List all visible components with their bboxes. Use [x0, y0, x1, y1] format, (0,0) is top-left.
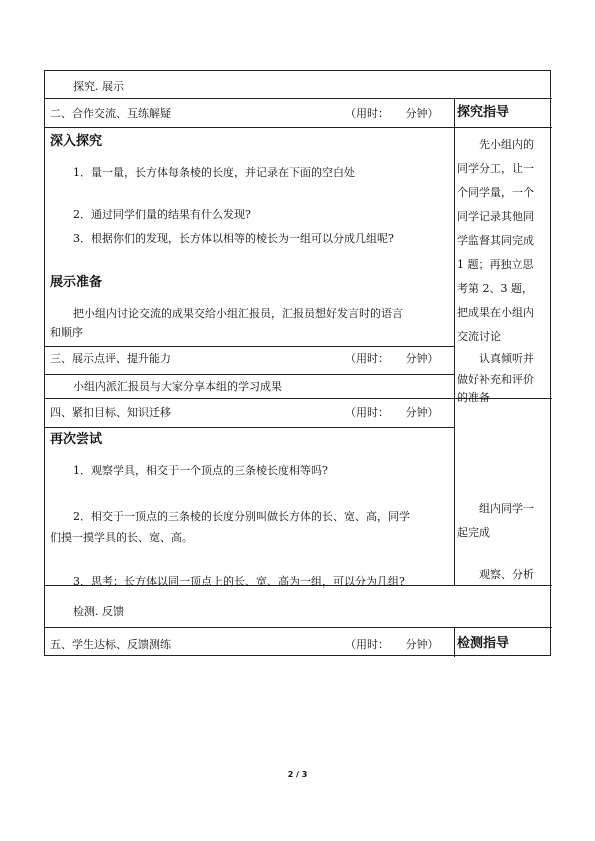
part4-title: 四、紧扣目标、知识迁移: [50, 406, 171, 419]
part3-side-line2: 做好补充和评价: [457, 373, 534, 386]
retry-guide-line2: 起完成: [457, 526, 490, 539]
part3-side-line1: 认真倾听并: [479, 352, 534, 365]
part3-side-line3: 的准备: [457, 391, 490, 404]
retry-header: 再次尝试: [50, 432, 103, 447]
retry-q1: 1．观察学具，相交于一个顶点的三条棱长度相等吗?: [73, 464, 328, 477]
part2-time: （用时： 分钟）: [345, 107, 439, 120]
explore-guide-header: 探究指导: [457, 105, 510, 120]
guide-line: 同学记录其他同: [457, 210, 534, 223]
deep-explore-q3: 3．根据你们的发现，长方体以相等的棱长为一组可以分成几组呢?: [73, 232, 394, 245]
retry-q3: 3．思考：长方体以同一顶点上的长、宽、高为一组，可以分为几组?: [73, 575, 405, 588]
guide-line: 把成果在小组内: [457, 306, 534, 319]
part3-time: （用时： 分钟）: [345, 352, 439, 365]
section-detect-feedback: 检测. 反馈: [73, 605, 124, 618]
part2-title: 二、合作交流、互练解疑: [50, 107, 171, 120]
guide-line: 学监督其同完成: [457, 234, 534, 247]
guide-line: 考第 2、3 题，: [457, 282, 533, 295]
retry-guide-line1: 组内同学一: [479, 502, 534, 515]
page-number: 2 / 3: [287, 770, 308, 779]
display-prep-line1: 把小组内讨论交流的成果交给小组汇报员，汇报员想好发言时的语言: [73, 307, 403, 320]
deep-explore-header: 深入探究: [50, 134, 103, 149]
retry-guide-line3: 观察、分析: [479, 568, 534, 581]
guide-line: 先小组内的: [479, 138, 534, 151]
part5-time: （用时： 分钟）: [345, 638, 439, 651]
section-explore-display: 探究. 展示: [73, 80, 124, 93]
retry-q2-line1: 2．相交于一顶点的三条棱的长度分别叫做长方体的长、宽、高，同学: [73, 510, 410, 523]
retry-q2-line2: 们摸一摸学具的长、宽、高。: [50, 531, 193, 544]
deep-explore-q2: 2．通过同学们量的结果有什么发现?: [73, 208, 251, 221]
part3-content: 小组内派汇报员与大家分享本组的学习成果: [73, 380, 282, 393]
part5-title: 五、学生达标、反馈测练: [50, 638, 171, 651]
part3-title: 三、展示点评、提升能力: [50, 352, 171, 365]
detect-guide-header: 检测指导: [457, 636, 510, 651]
display-prep-header: 展示准备: [50, 275, 103, 290]
guide-line: 交流讨论: [457, 330, 501, 343]
part3-side-line3-clip: [457, 391, 547, 404]
part4-time: （用时： 分钟）: [345, 406, 439, 419]
guide-line: 同学分工，让一: [457, 162, 534, 175]
guide-line: 1 题；再独立思: [457, 258, 534, 271]
deep-explore-q1: 1．量一量，长方体每条棱的长度，并记录在下面的空白处: [73, 166, 355, 179]
guide-line: 个同学量，一个: [457, 186, 534, 199]
display-prep-line2: 和顺序: [50, 326, 83, 339]
explore-guide-text: [457, 133, 534, 349]
